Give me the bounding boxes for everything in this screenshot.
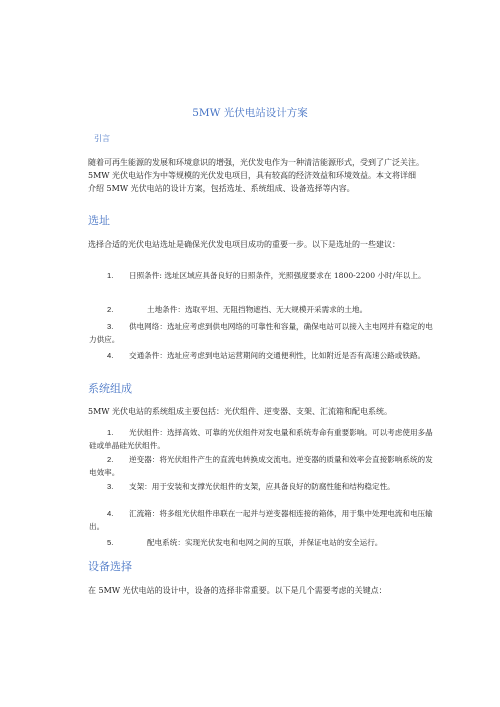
list-item-text: 配电系统：实现光伏发电和电网之间的互联，并保证电站的安全运行。 <box>147 538 383 547</box>
document-title: 5MW 光伏电站设计方案 <box>192 107 308 119</box>
list-item-text: 日照条件: 选址区域应具备良好的日照条件，光照强度要求在 1800-2200 小时/年以上。 <box>129 271 426 280</box>
list-item-number: 3. <box>107 322 114 331</box>
list-item <box>89 427 434 452</box>
list-item-number: 1. <box>107 428 114 437</box>
list-item-text: 光伏组件：选择高效、可靠的光伏组件对发电量和系统寿命有重要影响。可以考虑使用多晶硅或单晶硅光伏组件。 <box>89 428 433 450</box>
siting-heading: 选址 <box>88 214 110 227</box>
list-item-number: 4. <box>107 509 114 518</box>
list-item-number: 4. <box>107 351 114 360</box>
siting-intro: 选择合适的光伏电站选址是确保光伏发电项目成功的重要一步。以下是选址的一些建议： <box>88 240 400 249</box>
list-item-text: 支架：用于安装和支撑光伏组件的支架，应具备良好的防腐性能和结构稳定性。 <box>129 482 395 491</box>
list-item <box>89 537 434 550</box>
list-item-text: 交通条件：选址应考虑到电站运营期间的交通便利性，比如附近是否有高速公路或铁路。 <box>129 351 426 360</box>
list-item <box>89 350 434 363</box>
list-item-number: 2. <box>107 305 114 314</box>
list-item-text: 逆变器：将光伏组件产生的直流电转换成交流电。逆变器的质量和效率会直接影响系统的发电效率。 <box>89 455 433 477</box>
intro-heading: 引言 <box>94 134 110 143</box>
system-intro: 5MW 光伏电站的系统组成主要包括：光伏组件、逆变器、支架、汇流箱和配电系统。 <box>88 407 393 416</box>
list-item <box>89 454 434 479</box>
list-item <box>89 270 434 283</box>
list-item-text: 汇流箱：将多组光伏组件串联在一起并与逆变器相连接的箱体，用于集中处理电流和电压输出。 <box>89 509 433 531</box>
list-item-number: 3. <box>107 482 114 491</box>
list-item-number: 1. <box>107 271 114 280</box>
equipment-intro: 在 5MW 光伏电站的设计中，设备的选择非常重要。以下是几个需要考虑的关键点： <box>88 586 387 595</box>
list-item <box>89 481 434 494</box>
system-heading: 系统组成 <box>88 382 132 395</box>
list-item-number: 2. <box>107 455 114 464</box>
list-item-text: 供电网络：选址应考虑到供电网络的可靠性和容量，确保电站可以接入主电网并有稳定的电力供应。 <box>89 322 433 344</box>
list-item-number: 5. <box>107 538 114 547</box>
list-item <box>89 321 434 346</box>
list-item <box>89 304 434 317</box>
list-item-text: 土地条件：选取平坦、无阻挡物遮挡、无大规模开采需求的土地。 <box>147 305 368 314</box>
equipment-heading: 设备选择 <box>88 560 132 573</box>
intro-paragraph: 随着可再生能源的发展和环境意识的增强，光伏发电作为一种清洁能源形式，受到了广泛关注。5MW 光伏电站作为中等规模的光伏发电项目，具有较高的经济效益和环境效益。本文将详细介绍 5MW 光伏电站的设计方案，包括选址、系统组成、设备选择等内容。 <box>88 158 424 193</box>
list-item <box>89 508 434 533</box>
